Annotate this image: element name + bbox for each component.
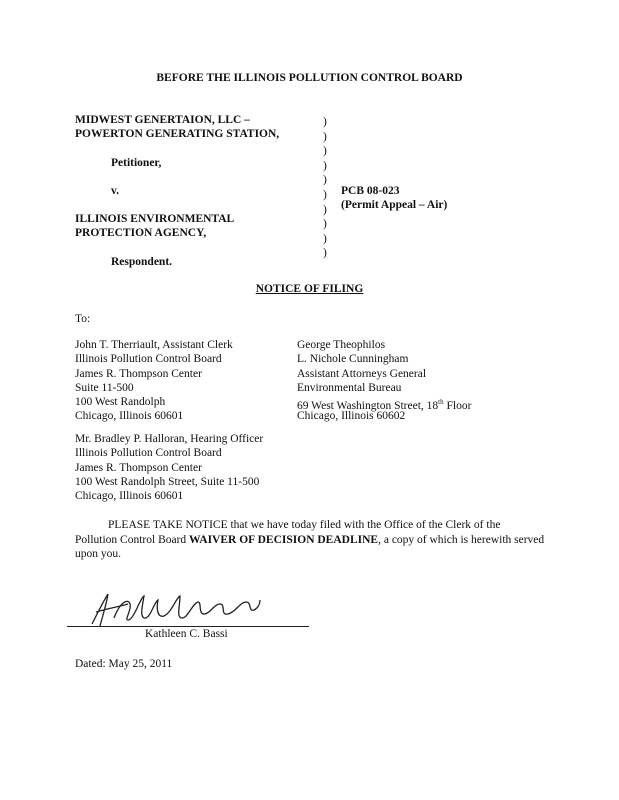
caption-paren: ): [323, 232, 327, 245]
respondent-name-line2: PROTECTION AGENCY,: [75, 227, 207, 239]
recipient-line: L. Nichole Cunningham: [297, 353, 409, 366]
notice-document-title: WAIVER OF DECISION DEADLINE: [189, 533, 379, 546]
caption-paren: ): [323, 116, 327, 128]
notice-paragraph: [75, 518, 545, 562]
recipient-block: [297, 339, 471, 425]
handwritten-signature: [88, 590, 263, 630]
caption-paren: ): [323, 203, 327, 216]
recipient-line: James R. Thompson Center: [75, 461, 202, 474]
recipient-line: Illinois Pollution Control Board: [75, 353, 222, 366]
recipient-line-floor: Floor: [443, 400, 472, 413]
caption-paren: ): [323, 247, 327, 260]
versus-label: v.: [111, 185, 119, 197]
recipient-line: Suite 11-500: [75, 381, 134, 394]
recipient-line: 100 West Randolph: [75, 396, 166, 409]
superscript-ordinal: th: [438, 398, 444, 407]
recipient-line: George Theophilos: [297, 339, 386, 351]
recipient-line: John T. Therriault, Assistant Clerk: [75, 339, 233, 351]
notice-text-end: , a copy of which is herewith served upon you.: [75, 533, 545, 560]
notice-text-start: PLEASE TAKE NOTICE that we have today filed with the Office of the Clerk of the Pollution Control Board: [75, 519, 501, 546]
recipient-line: Mr. Bradley P. Halloran, Hearing Officer: [75, 433, 264, 445]
petitioner-role: Petitioner,: [111, 157, 162, 169]
recipient-line: Chicago, Illinois 60602: [297, 410, 406, 423]
date-line: Dated: May 25, 2011: [75, 658, 173, 670]
recipient-block: [75, 433, 263, 504]
signature-line: [67, 626, 309, 627]
recipient-line: 100 West Randolph Street, Suite 11-500: [75, 475, 260, 488]
to-label: To:: [75, 313, 91, 325]
caption-paren: ): [323, 159, 327, 172]
recipient-line: James R. Thompson Center: [75, 367, 202, 380]
recipient-block: [75, 339, 233, 425]
petitioner-name-line2: POWERTON GENERATING STATION,: [75, 128, 280, 140]
caption-paren: ): [323, 130, 327, 143]
caption-parentheses: [323, 115, 327, 261]
caption-paren: ): [323, 218, 327, 231]
caption-paren: ): [323, 145, 327, 158]
recipient-line: Illinois Pollution Control Board: [75, 447, 222, 460]
notice-heading: NOTICE OF FILING: [255, 283, 364, 295]
recipient-line-street: 69 West Washington Street, 18: [297, 400, 439, 413]
petitioner-name-line1: MIDWEST GENERTAION, LLC –: [75, 114, 250, 126]
recipient-line: Assistant Attorneys General: [297, 367, 427, 380]
document-title: BEFORE THE ILLINOIS POLLUTION CONTROL BOARD: [156, 72, 463, 84]
recipient-line: Chicago, Illinois 60601: [75, 410, 184, 423]
respondent-name-line1: ILLINOIS ENVIRONMENTAL: [75, 213, 235, 225]
recipient-line: Environmental Bureau: [297, 381, 402, 394]
respondent-role: Respondent.: [111, 256, 173, 268]
caption-paren: ): [323, 188, 327, 201]
case-number: PCB 08-023: [341, 185, 400, 197]
caption-paren: ): [323, 174, 327, 187]
case-type: (Permit Appeal – Air): [341, 199, 448, 211]
signatory-name: Kathleen C. Bassi: [145, 628, 228, 640]
recipient-line: Chicago, Illinois 60601: [75, 490, 184, 503]
recipient-line: [297, 396, 472, 413]
